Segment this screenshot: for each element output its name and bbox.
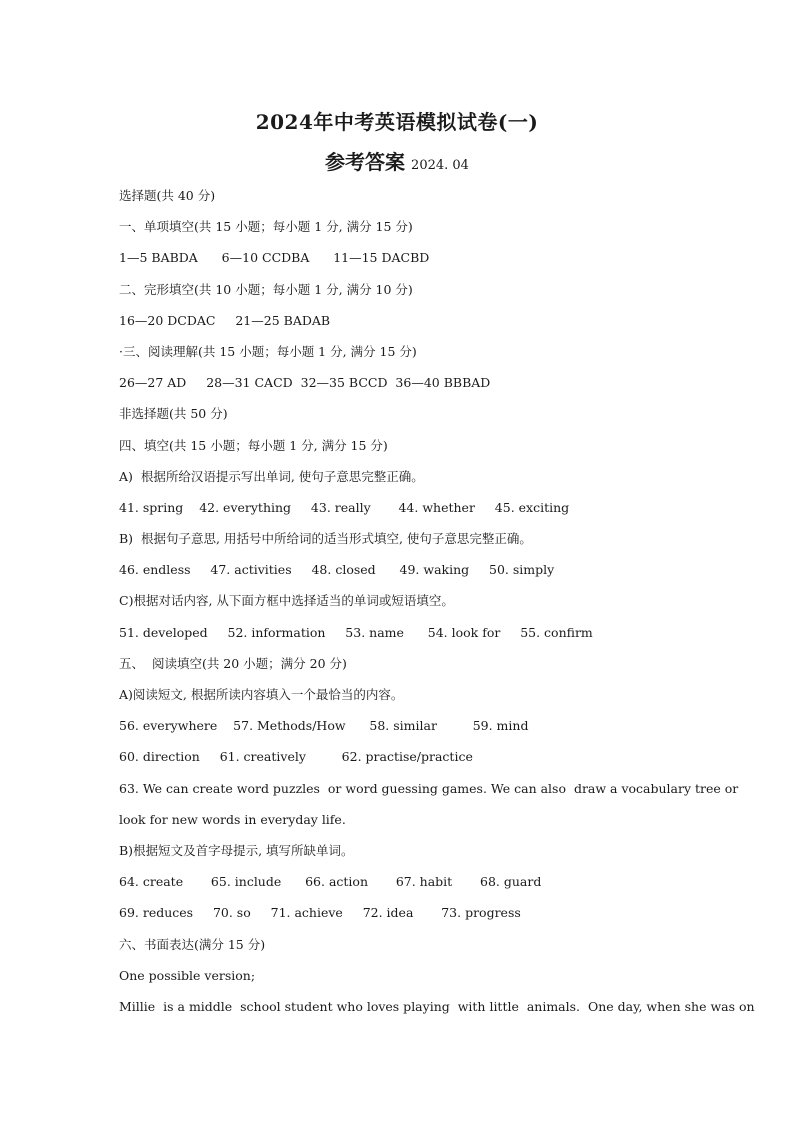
answer-line-64-68: 64. create 65. include 66. action 67. habit 68. guard <box>119 874 542 890</box>
answer-line-1-15: 1—5 BABDA 6—10 CCDBA 11—15 DACBD <box>119 250 430 266</box>
answer-line-60-62: 60. direction 61. creatively 62. practise/practice <box>119 749 473 765</box>
answer-line-41-45: 41. spring 42. everything 43. really 44. whether 45. exciting <box>119 499 570 515</box>
part-heading-writing: 六、书面表达(满分 15 分) <box>119 936 266 952</box>
answer-line-16-25: 16—20 DCDAC 21—25 BADAB <box>119 312 331 328</box>
instruction-b: B) 根据句子意思, 用括号中所给词的适当形式填空, 使句子意思完整正确。 <box>119 531 532 547</box>
part-heading-reading: ·三、阅读理解(共 15 小题；每小题 1 分, 满分 15 分) <box>119 343 417 359</box>
answer-63-line-1: 63. We can create word puzzles or word guessing games. We can also draw a vocabulary tree or <box>119 780 739 796</box>
part-heading-fill: 四、填空(共 15 小题；每小题 1 分, 满分 15 分) <box>119 437 388 453</box>
answer-line-56-59: 56. everywhere 57. Methods/How 58. similar 59. mind <box>119 718 529 734</box>
section-heading-choice: 选择题(共 40 分) <box>119 188 216 203</box>
writing-sample-line-1: Millie is a middle school student who loves playing with little animals. One day, when she was on <box>119 998 755 1014</box>
part-heading-single-choice: 一、单项填空(共 15 小题；每小题 1 分, 满分 15 分) <box>119 219 413 235</box>
document-title: 2024年中考英语模拟试卷(一) <box>255 110 539 134</box>
answer-line-26-40: 26—27 AD 28—31 CACD 32—35 BCCD 36—40 BBBAD <box>119 375 491 391</box>
answer-line-51-55: 51. developed 52. information 53. name 54. look for 55. confirm <box>119 624 593 640</box>
part-heading-cloze: 二、完形填空(共 10 小题；每小题 1 分, 满分 10 分) <box>119 281 413 297</box>
answer-body <box>119 180 755 1022</box>
instruction-reading-a: A)阅读短文, 根据所读内容填入一个最恰当的内容。 <box>119 687 404 702</box>
answer-63-line-2: look for new words in everyday life. <box>119 811 346 827</box>
instruction-reading-b: B)根据短文及首字母提示, 填写所缺单词。 <box>119 842 354 858</box>
document-date: 2024. 04 <box>411 158 469 173</box>
instruction-a: A) 根据所给汉语提示写出单词, 使句子意思完整正确。 <box>119 468 424 484</box>
section-heading-non-choice: 非选择题(共 50 分) <box>119 406 228 422</box>
answer-line-46-50: 46. endless 47. activities 48. closed 49. waking 50. simply <box>119 562 555 578</box>
subtitle-text: 参考答案 <box>325 150 406 174</box>
instruction-c: C)根据对话内容, 从下面方框中选择适当的单词或短语填空。 <box>119 593 454 609</box>
document-subtitle <box>0 146 794 175</box>
part-heading-reading-fill: 五、 阅读填空(共 20 小题；满分 20 分) <box>119 655 347 671</box>
answer-line-69-73: 69. reduces 70. so 71. achieve 72. idea 73. progress <box>119 905 521 921</box>
writing-version-label: One possible version; <box>119 967 256 983</box>
